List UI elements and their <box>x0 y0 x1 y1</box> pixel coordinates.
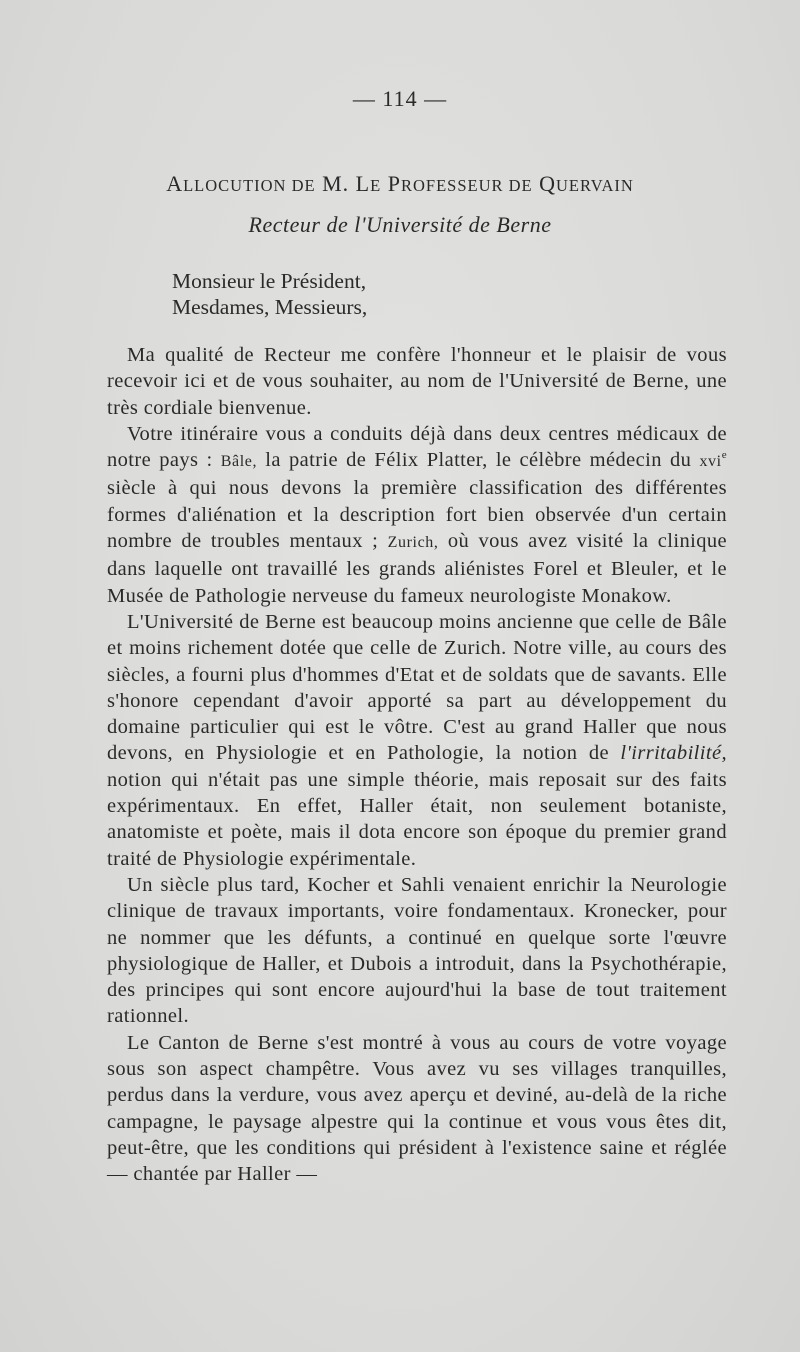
paragraph-2-part-b: la patrie de Félix Platter, le célèbre médecin du <box>257 449 700 472</box>
title-smallcaps-quervain: UERVAIN <box>556 176 634 195</box>
paragraph-5: Le Canton de Berne s'est montré à vous au cours de votre voyage sous son aspect champêtre. Vous avez vu ses villages tranquilles, perdus dans la verdure, vous avez aperçu et deviné, au-delà de la riche campagne, le paysage alpestre qui la continue et vous vous êtes dit, peut-être, que les conditions qui président à l'existence saine et réglée — chantée par Haller — <box>107 1031 727 1186</box>
paragraph-3-part-b: notion qui n'était pas une simple théorie, mais reposait sur des faits expérimentaux. En effet, Haller était, non seulement botaniste, anatomiste et poète, mais il dota encore son époque du premier grand traité de Physiologie expérimentale. <box>107 768 727 870</box>
place-basle: Bâle, <box>220 453 258 471</box>
paragraph-3 <box>107 609 727 872</box>
salutation <box>172 268 367 320</box>
title-smallcaps-allocution: LLOCUTION DE <box>183 176 316 195</box>
title-smallcaps-le: E <box>370 176 382 195</box>
page-number: — 114 — <box>352 86 448 111</box>
paragraph-3-part-a: L'Université de Berne est beaucoup moins ancienne que celle de Bâle et moins richement dotée que celle de Zurich. Notre ville, au cours des siècles, a fourni plus d'hommes d'Etat et de soldats que de savants. Elle s'honore cependant d'avoir apporté sa part au développement du domaine particulier qui est le vôtre. C'est au grand Haller que nous devons, en Physiologie et en Pathologie, la notion de <box>107 610 727 765</box>
salutation-line-2: Mesdames, Messieurs, <box>172 295 368 319</box>
paragraph-2-part-c: siècle à qui nous devons la première classification des différentes formes d'aliénation et la description fort bien observée d'un certain nombre de troubles mentaux ; <box>107 477 727 553</box>
paragraph-2 <box>107 421 727 609</box>
century-numeral: xvi <box>699 453 722 471</box>
paragraph-1: Ma qualité de Recteur me confère l'honneur et le plaisir de vous recevoir ici et de vous souhaiter, au nom de l'Université de Berne, une très cordiale bienvenue. <box>107 344 727 419</box>
body-text <box>107 342 727 1188</box>
paragraph-4: Un siècle plus tard, Kocher et Sahli venaient enrichir la Neurologie clinique de travaux importants, voire fondamentaux. Kronecker, pour ne nommer que les défunts, a continué en quelque sorte l'œuvre physiologique de Haller, et Dubois a introduit, dans la Psychothérapie, des principes qui sont encore aujourd'hui la base de tout traitement rationnel. <box>107 873 727 1028</box>
salutation-line-1: Monsieur le Président, <box>172 269 367 293</box>
title-smallcaps-professeur: ROFESSEUR DE <box>400 176 533 195</box>
speech-subtitle: Recteur de l'Université de Berne <box>248 212 552 237</box>
century-superscript: e <box>721 449 727 462</box>
title-initial-a: A <box>166 171 184 196</box>
title-initial-q: Q <box>539 171 557 196</box>
paragraph-2-part-a: Votre itinéraire vous a conduits déjà dans deux centres médicaux de notre pays : <box>107 422 727 472</box>
speech-title <box>0 171 800 197</box>
place-zurich: Zurich, <box>387 534 439 552</box>
title-m: M. <box>322 171 350 196</box>
term-irritabilite: l'irritabilité, <box>620 742 727 765</box>
paragraph-2-part-d: où vous avez visité la clinique dans laquelle ont travaillé les grands aliénistes Forel et Bleuler, et le Musée de Pathologie nerveuse du fameux neurologiste Monakow. <box>107 530 727 607</box>
title-initial-p: P <box>387 171 401 196</box>
title-initial-l: L <box>355 171 371 196</box>
